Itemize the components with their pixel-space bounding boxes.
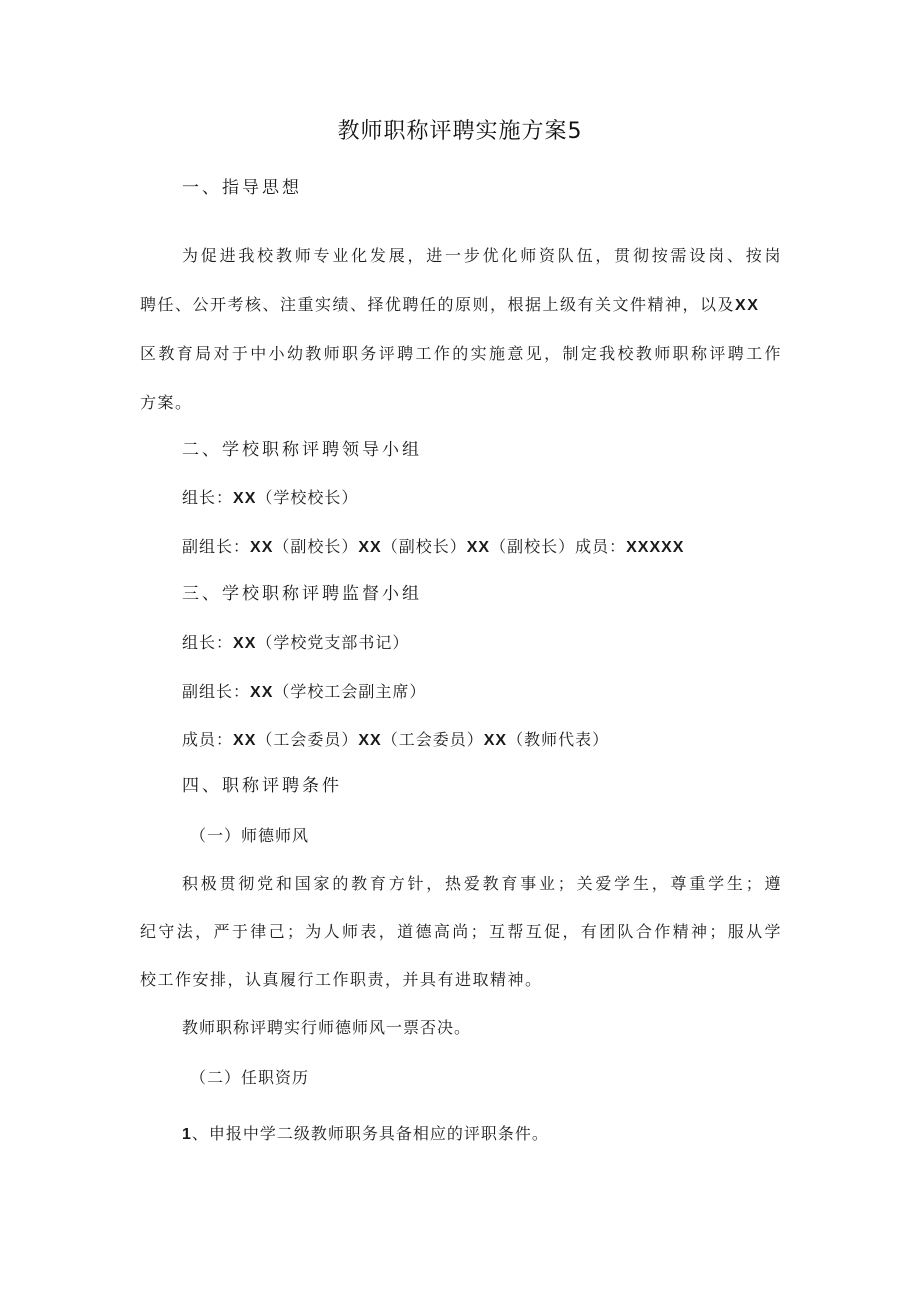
- members-line: 成员：XX（工会委员）XX（工会委员）XX（教师代表）: [182, 730, 610, 749]
- deputy-leader-line: 副组长：XX（副校长）XX（副校长）XX（副校长）成员：XXXXX: [182, 537, 685, 556]
- section-heading-guiding-ideology: 一、指导思想: [182, 178, 302, 198]
- paragraph-line: 方案。: [140, 393, 193, 412]
- subsection-heading-ethics: （一）师德师风: [190, 826, 310, 845]
- placeholder-name: XX: [735, 297, 760, 314]
- paragraph-line: 积极贯彻党和国家的教育方针，热爱教育事业；关爱学生，尊重学生；遵: [182, 874, 782, 893]
- deputy-leader-line: 副组长：XX（学校工会副主席）: [182, 682, 427, 701]
- list-item: 1、申报中学二级教师职务具备相应的评职条件。: [182, 1124, 549, 1143]
- paragraph-line: 区教育局对于中小幼教师职务评聘工作的实施意见，制定我校教师职称评聘工作: [140, 344, 782, 363]
- paragraph-line: 纪守法，严于律己；为人师表，道德高尚；互帮互促，有团队合作精神；服从学: [140, 922, 782, 941]
- document-title: 教师职称评聘实施方案5: [337, 119, 583, 144]
- paragraph-veto: 教师职称评聘实行师德师风一票否决。: [182, 1018, 472, 1037]
- section-heading-conditions: 四、职称评聘条件: [182, 776, 342, 796]
- leader-line: 组长：XX（学校党支部书记）: [182, 633, 410, 652]
- paragraph-line: 校工作安排，认真履行工作职责，并具有进取精神。: [140, 970, 543, 989]
- paragraph-line: 为促进我校教师专业化发展，进一步优化师资队伍，贯彻按需设岗、按岗: [182, 246, 782, 265]
- section-heading-leading-group: 二、学校职称评聘领导小组: [182, 440, 422, 460]
- subsection-heading-qualifications: （二）任职资历: [190, 1068, 310, 1087]
- leader-line: 组长：XX（学校校长）: [182, 488, 359, 507]
- paragraph-line: 聘任、公开考核、注重实绩、择优聘任的原则，根据上级有关文件精神，以及XX: [140, 295, 760, 314]
- section-heading-supervision-group: 三、学校职称评聘监督小组: [182, 584, 422, 604]
